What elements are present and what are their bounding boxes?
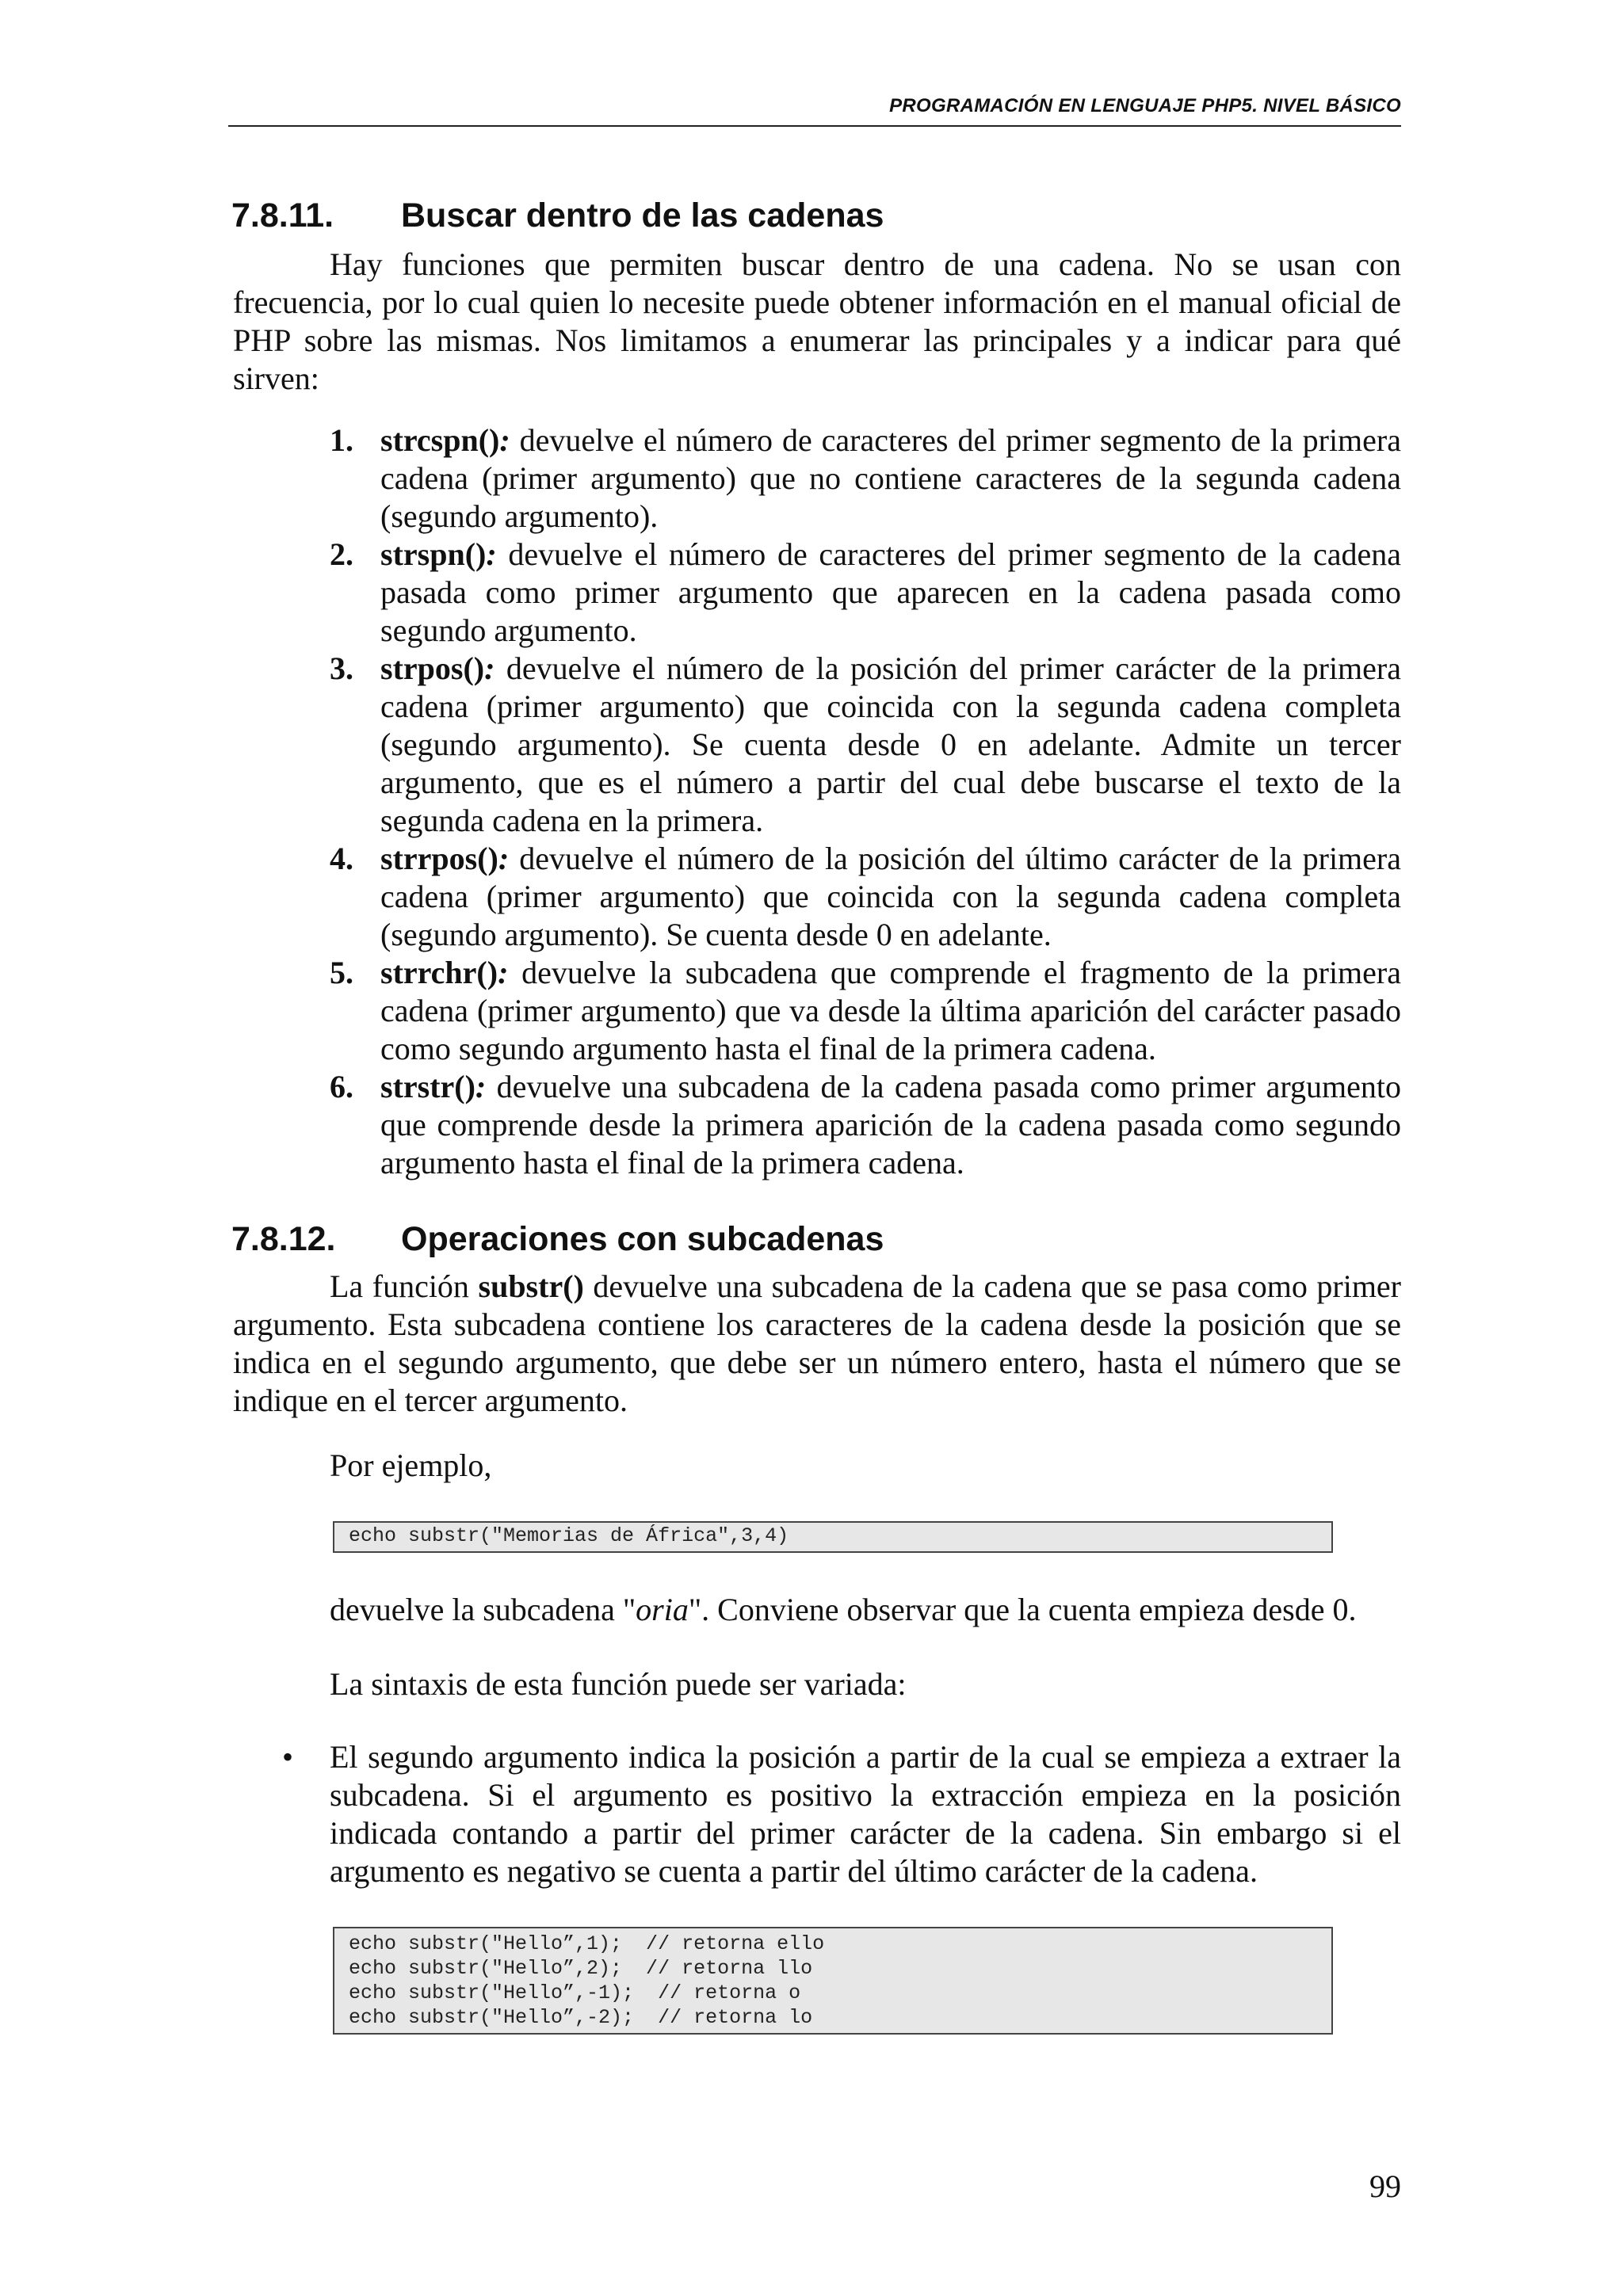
item-number: 6. xyxy=(330,1069,353,1104)
list-item xyxy=(330,536,1401,650)
section-number: 7.8.12. xyxy=(231,1220,336,1258)
item-colon: : xyxy=(475,1069,487,1104)
item-colon: : xyxy=(498,955,509,990)
code-block-negative-offsets xyxy=(333,1927,1333,2035)
item-description: devuelve el número de caracteres del primer segmento de la primera cadena (primer argumento) que no contiene caracteres de la segunda cadena (segundo argumento). xyxy=(380,422,1401,534)
list-item xyxy=(330,1068,1401,1182)
page-number: 99 xyxy=(1369,2168,1401,2204)
section-title: Buscar dentro de las cadenas xyxy=(401,196,884,235)
running-header: PROGRAMACIÓN EN LENGUAJE PHP5. NIVEL BÁSICO xyxy=(889,95,1401,116)
list-item xyxy=(330,421,1401,536)
section-heading-7-8-11 xyxy=(231,193,1404,238)
item-number: 2. xyxy=(330,536,353,572)
item-colon: : xyxy=(484,650,495,686)
bullet-item xyxy=(282,1738,1401,1890)
intro-text: Hay funciones que permiten buscar dentro de una cadena. No se usan con frecuencia, por lo cual quien lo necesite puede obtener información en el manual oficial de PHP sobre las mismas. Nos limitamos a enumerar las principales y a indicar para qué sirven: xyxy=(233,246,1401,396)
function-list xyxy=(330,421,1401,1182)
function-name: substr() xyxy=(478,1268,584,1304)
item-number: 1. xyxy=(330,422,353,458)
code-line: echo substr("Hello”,1); // retorna ello xyxy=(349,1932,825,1955)
item-colon: : xyxy=(499,422,510,458)
list-item xyxy=(330,840,1401,954)
intro-text: La función xyxy=(330,1268,479,1304)
bullet-icon: • xyxy=(282,1739,294,1775)
result-paragraph xyxy=(330,1591,1407,1629)
item-number: 4. xyxy=(330,841,353,876)
list-item xyxy=(330,954,1401,1068)
example-label: Por ejemplo, xyxy=(330,1447,492,1483)
result-substring: oria xyxy=(636,1592,689,1627)
syntax-label: La sintaxis de esta función puede ser variada: xyxy=(330,1666,907,1702)
function-name: strcspn() xyxy=(380,422,500,458)
header-rule xyxy=(228,125,1401,127)
substr-intro-paragraph xyxy=(233,1268,1401,1420)
item-number: 5. xyxy=(330,955,353,990)
code-line: echo substr("Hello”,2); // retorna llo xyxy=(349,1957,813,1980)
list-item xyxy=(330,650,1401,840)
item-description: devuelve el número de la posición del último carácter de la primera cadena (primer argumento) que coincida con la segunda cadena completa (segundo argumento). Se cuenta desde 0 en adelante. xyxy=(380,841,1401,952)
function-name: strspn() xyxy=(380,536,487,572)
section-title: Operaciones con subcadenas xyxy=(401,1220,884,1258)
section-heading-7-8-12 xyxy=(231,1217,1404,1261)
code-block-example xyxy=(333,1521,1333,1553)
section-intro-paragraph xyxy=(233,246,1401,398)
item-description: devuelve el número de caracteres del primer segmento de la cadena pasada como primer argumento que aparecen en la cadena pasada como segundo argumento. xyxy=(380,536,1401,648)
code-line: echo substr("Memorias de África",3,4) xyxy=(349,1524,789,1547)
code-line: echo substr("Hello”,-2); // retorna lo xyxy=(349,2006,813,2029)
section-number: 7.8.11. xyxy=(231,196,334,235)
item-description: devuelve el número de la posición del primer carácter de la primera cadena (primer argumento) que coincida con la segunda cadena completa (segundo argumento). Se cuenta desde 0 en adelante. Admite un tercer argumento, que es el número a partir del cual debe buscarse el texto de la segunda cadena en la primera. xyxy=(380,650,1401,838)
item-description: devuelve la subcadena que comprende el fragmento de la primera cadena (primer argumento) que va desde la última aparición del carácter pasado como segundo argumento hasta el final de la primera cadena. xyxy=(380,955,1401,1066)
function-name: strrchr() xyxy=(380,955,498,990)
result-text: ". Conviene observar que la cuenta empieza desde 0. xyxy=(688,1592,1357,1627)
function-name: strpos() xyxy=(380,650,485,686)
function-name: strstr() xyxy=(380,1069,475,1104)
function-name: strrpos() xyxy=(380,841,498,876)
item-colon: : xyxy=(486,536,497,572)
intro-text: devuelve una subcadena de la cadena que se pasa como primer argumento. Esta subcadena contiene los caracteres de la cadena desde la posición que se indica en el segundo argumento, que debe ser un número entero, hasta el número que se indique en el tercer argumento. xyxy=(233,1268,1402,1418)
item-description: devuelve una subcadena de la cadena pasada como primer argumento que comprende desde la primera aparición de la cadena pasada como segundo argumento hasta el final de la primera cadena. xyxy=(380,1069,1401,1180)
bullet-text: El segundo argumento indica la posición a partir de la cual se empieza a extraer la subcadena. Si el argumento es positivo la extracción empieza en la posición indicada contando a partir del primer carácter de la cadena. Sin embargo si el argumento es negativo se cuenta a partir del último carácter de la cadena. xyxy=(330,1739,1401,1889)
code-line: echo substr("Hello”,-1); // retorna o xyxy=(349,1981,801,2004)
result-text: devuelve la subcadena " xyxy=(330,1592,636,1627)
item-number: 3. xyxy=(330,650,353,686)
item-colon: : xyxy=(498,841,510,876)
